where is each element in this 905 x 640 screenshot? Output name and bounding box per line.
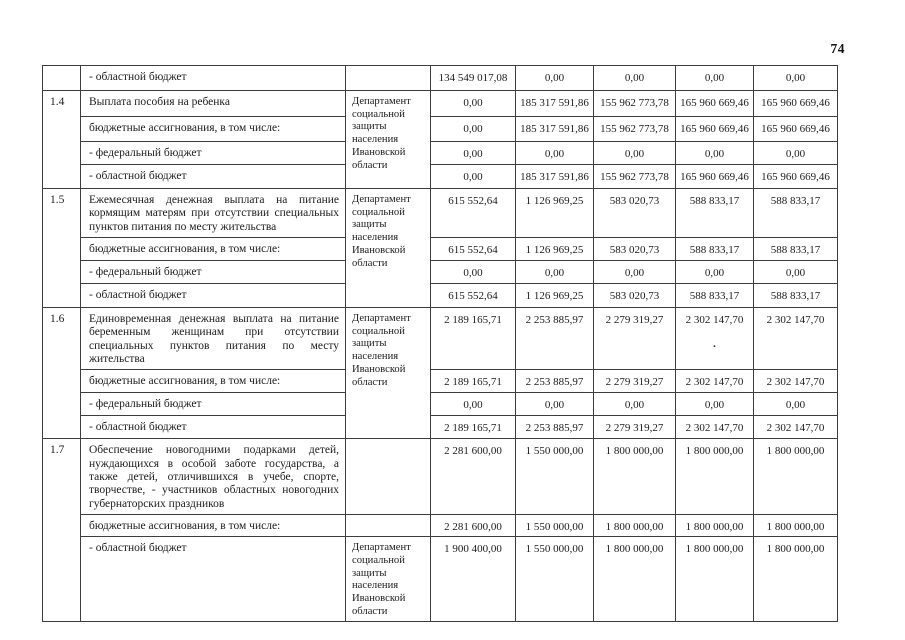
dept-cell: Департамент социальной защиты населения Ивановской области: [346, 537, 431, 622]
measure-label-cell: - областной бюджет: [81, 283, 346, 307]
value-cell: 1 126 969,25: [516, 189, 594, 238]
value-cell: 0,00: [676, 393, 754, 416]
value-cell: 2 302 147,70: [754, 416, 838, 439]
measure-label-cell: бюджетные ассигнования, в том числе:: [81, 514, 346, 536]
table-row: [43, 91, 838, 117]
value-cell: 0,00: [676, 260, 754, 283]
value-cell: 155 962 773,78: [594, 91, 676, 117]
dept-cell: [346, 66, 431, 91]
value-cell: 1 126 969,25: [516, 237, 594, 260]
measure-label-cell: - областной бюджет: [81, 537, 346, 622]
table-row: [43, 189, 838, 238]
page-number: 74: [830, 41, 845, 56]
measure-label-cell: - областной бюджет: [81, 416, 346, 439]
value-cell: 588 833,17: [676, 237, 754, 260]
value-cell: 1 800 000,00: [676, 537, 754, 622]
value-cell: 185 317 591,86: [516, 91, 594, 117]
value-cell: 1 800 000,00: [754, 514, 838, 536]
value-cell: 155 962 773,78: [594, 117, 676, 142]
value-cell: 1 550 000,00: [516, 537, 594, 622]
value-cell: 0,00: [431, 91, 516, 117]
value-cell: 0,00: [516, 66, 594, 91]
value-cell: 0,00: [594, 142, 676, 165]
table-row: [43, 142, 838, 165]
value-cell: 1 550 000,00: [516, 514, 594, 536]
value-cell: 1 800 000,00: [754, 537, 838, 622]
value-cell: 583 020,73: [594, 237, 676, 260]
value-cell: 0,00: [431, 165, 516, 189]
value-cell: 2 281 600,00: [431, 439, 516, 515]
measure-label-cell: - федеральный бюджет: [81, 142, 346, 165]
value-cell: 165 960 669,46: [754, 117, 838, 142]
value-cell: 615 552,64: [431, 189, 516, 238]
value-cell: 583 020,73: [594, 283, 676, 307]
value-cell: 583 020,73: [594, 189, 676, 238]
dept-cell: Департамент социальной защиты населения Ивановской области: [346, 307, 431, 438]
value-cell: 2 189 165,71: [431, 416, 516, 439]
value-cell: 2 302 147,70 .: [676, 307, 754, 369]
value-cell: 2 253 885,97: [516, 307, 594, 369]
value-cell: 588 833,17: [754, 237, 838, 260]
value-cell: 0,00: [754, 393, 838, 416]
value-cell: 1 800 000,00: [676, 514, 754, 536]
value-cell: 2 253 885,97: [516, 370, 594, 393]
value-cell: 588 833,17: [754, 283, 838, 307]
value-cell: 1 126 969,25: [516, 283, 594, 307]
table-row: [43, 439, 838, 515]
measure-label-cell: Выплата пособия на ребенка: [81, 91, 346, 117]
value-cell: 615 552,64: [431, 237, 516, 260]
measure-label-cell: - федеральный бюджет: [81, 393, 346, 416]
table-row: [43, 165, 838, 189]
measure-label-cell: Единовременная денежная выплата на питание беременным женщинам при отсутствии специальных пунктов питания по месту жительства: [81, 307, 346, 369]
table-row: [43, 66, 838, 91]
value-cell: 2 189 165,71: [431, 307, 516, 369]
value-cell: 1 800 000,00: [594, 537, 676, 622]
measure-label-cell: Обеспечение новогодними подарками детей, нуждающихся в особой заботе государства, а также детей, отличившихся в учебе, спорте, творчестве, - участников областных новогодних губернаторских праздников: [81, 439, 346, 515]
value-cell: 2 189 165,71: [431, 370, 516, 393]
measure-label-cell: Ежемесячная денежная выплата на питание кормящим матерям при отсутствии специальных пунктов питания по месту жительства: [81, 189, 346, 238]
value-cell: 588 833,17: [676, 283, 754, 307]
table-row: [43, 117, 838, 142]
value-cell: 615 552,64: [431, 283, 516, 307]
value-cell: 165 960 669,46: [754, 91, 838, 117]
value-cell: 0,00: [431, 142, 516, 165]
value-cell: 185 317 591,86: [516, 165, 594, 189]
value-cell: 2 302 147,70: [754, 370, 838, 393]
value-cell: 0,00: [754, 142, 838, 165]
measure-label-cell: - федеральный бюджет: [81, 260, 346, 283]
table-row: [43, 307, 838, 369]
dept-cell: [346, 514, 431, 536]
measure-label-cell: бюджетные ассигнования, в том числе:: [81, 370, 346, 393]
table-row: [43, 416, 838, 439]
value-cell: 2 302 147,70: [754, 307, 838, 369]
dept-cell: [346, 439, 431, 515]
measure-label-cell: бюджетные ассигнования, в том числе:: [81, 237, 346, 260]
value-cell: 588 833,17: [754, 189, 838, 238]
table-row: [43, 393, 838, 416]
measure-label-cell: бюджетные ассигнования, в том числе:: [81, 117, 346, 142]
value-cell: 0,00: [594, 260, 676, 283]
value-cell: 0,00: [431, 393, 516, 416]
value-cell: 2 302 147,70: [676, 370, 754, 393]
value-cell: 0,00: [754, 66, 838, 91]
value-cell: 2 279 319,27: [594, 307, 676, 369]
value-cell: 155 962 773,78: [594, 165, 676, 189]
value-cell: 0,00: [431, 260, 516, 283]
value-cell: 0,00: [594, 393, 676, 416]
value-cell: 0,00: [516, 260, 594, 283]
value-cell: 165 960 669,46: [676, 117, 754, 142]
value-cell: 0,00: [516, 393, 594, 416]
dept-cell: Департамент социальной защиты населения Ивановской области: [346, 189, 431, 308]
dept-cell: Департамент социальной защиты населения Ивановской области: [346, 91, 431, 189]
measure-label-cell: - областной бюджет: [81, 165, 346, 189]
value-cell: 0,00: [516, 142, 594, 165]
value-cell: 0,00: [754, 260, 838, 283]
value-cell: 2 253 885,97: [516, 416, 594, 439]
value-cell: 0,00: [676, 142, 754, 165]
value-cell: 0,00: [431, 117, 516, 142]
value-cell: 2 279 319,27: [594, 416, 676, 439]
value-cell: 588 833,17: [676, 189, 754, 238]
value-cell: 0,00: [676, 66, 754, 91]
budget-table: [42, 65, 838, 622]
value-cell: 165 960 669,46: [754, 165, 838, 189]
value-cell: 1 800 000,00: [676, 439, 754, 515]
value-cell: 2 279 319,27: [594, 370, 676, 393]
value-cell: 165 960 669,46: [676, 91, 754, 117]
value-cell: 1 800 000,00: [594, 439, 676, 515]
table-row: [43, 537, 838, 622]
row-num-cell: 1.7: [43, 439, 81, 622]
value-cell: 165 960 669,46: [676, 165, 754, 189]
table-row: [43, 260, 838, 283]
value-cell: 1 800 000,00: [754, 439, 838, 515]
table-row: [43, 370, 838, 393]
measure-label-cell: - областной бюджет: [81, 66, 346, 91]
value-cell: 2 281 600,00: [431, 514, 516, 536]
table-row: [43, 514, 838, 536]
value-cell: 185 317 591,86: [516, 117, 594, 142]
row-num-cell: 1.4: [43, 91, 81, 189]
row-num-cell: 1.5: [43, 189, 81, 308]
scan-artifact-dot: .: [713, 337, 716, 350]
value-cell: 1 550 000,00: [516, 439, 594, 515]
table-row: [43, 283, 838, 307]
value-cell: 1 800 000,00: [594, 514, 676, 536]
value-cell: 2 302 147,70: [676, 416, 754, 439]
row-num-cell: [43, 66, 81, 91]
table-row: [43, 237, 838, 260]
value-cell: 134 549 017,08: [431, 66, 516, 91]
row-num-cell: 1.6: [43, 307, 81, 438]
value-cell: 1 900 400,00: [431, 537, 516, 622]
value-cell: 0,00: [594, 66, 676, 91]
